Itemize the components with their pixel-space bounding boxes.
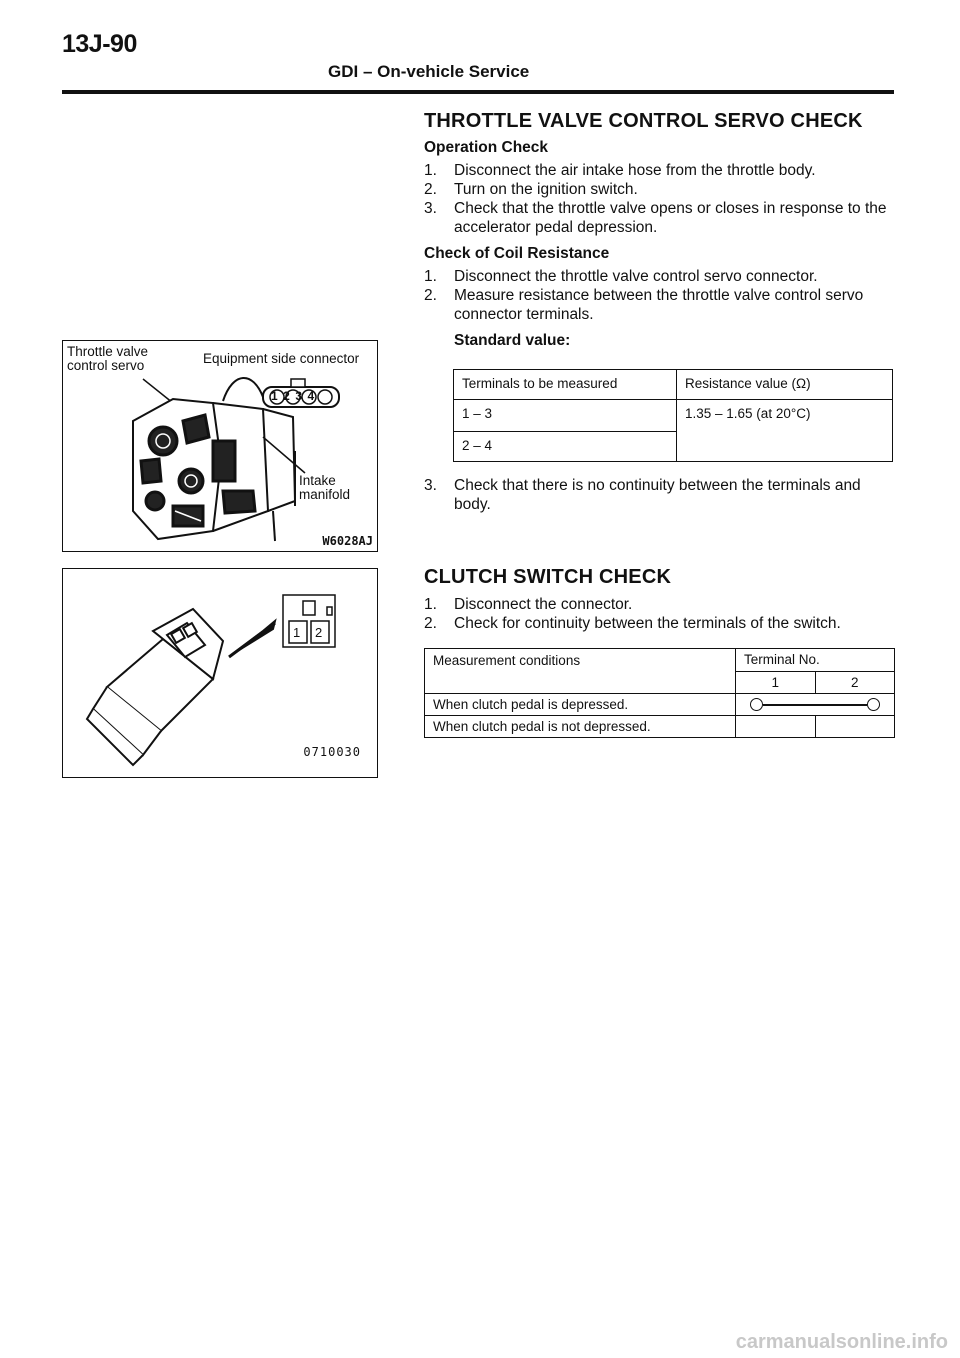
table-header-conditions: Measurement conditions [425,649,736,694]
intake-label-line2: manifold [299,487,351,502]
coil-step [424,267,898,286]
watermark: carmanualsonline.info [735,1331,948,1353]
clutch-section [424,566,898,633]
coil-step [424,286,898,324]
clutch-step [424,614,898,633]
servo-label-line2: control servo [67,358,145,373]
clutch-steps [424,595,898,633]
step-text: Check for continuity between the terminals of the switch. [454,615,841,632]
throttle-title: THROTTLE VALVE CONTROL SERVO CHECK [424,110,863,132]
table-header-terminals: Terminals to be measured [454,370,677,400]
coil-steps [424,267,898,324]
section-title: GDI – On-vehicle Service [328,62,530,81]
step-number: 3. [424,200,437,217]
intake-label [299,474,350,502]
clutch-switch-figure [62,568,378,778]
standard-value-label: Standard value: [454,332,571,349]
step-text: Turn on the ignition switch. [454,181,638,198]
step-number: 1. [424,596,437,613]
coil-resistance-title: Check of Coil Resistance [424,245,610,262]
page-number: 13J-90 [62,30,137,58]
figure2-code: 0710030 [303,745,361,759]
table-cell-empty [736,716,816,738]
step-text: Disconnect the connector. [454,596,633,613]
table-row [425,649,895,672]
clutch-pin-1: 1 [293,625,301,640]
connector-label: Equipment side connector [203,351,360,366]
table-cell-terminals: 1 – 3 [454,400,677,432]
operation-steps [424,161,898,237]
continuity-mark [744,697,886,711]
step-number: 2. [424,287,437,304]
table-cell-terminals: 2 – 4 [454,432,677,462]
table-cell-empty [815,716,895,738]
table-row [425,716,895,738]
table-header-terminal-2: 2 [815,672,895,694]
continuity-terminal-2-icon [867,698,880,711]
operation-step [424,161,898,180]
step-number: 1. [424,268,437,285]
figure1-code: W6028AJ [322,534,373,548]
step-text: Measure resistance between the throttle valve control servo connector terminals. [454,287,864,323]
table-header-terminal-1: 1 [736,672,816,694]
servo-label-line1: Throttle valve [67,344,149,359]
throttle-section [424,110,898,350]
intake-label-line1: Intake [299,473,336,488]
table-header-resistance: Resistance value (Ω) [677,370,893,400]
coil-step [424,476,898,514]
table-cell-condition: When clutch pedal is not depressed. [425,716,736,738]
continuity-line [763,704,867,706]
table-cell-resistance: 1.35 – 1.65 (at 20°C) [677,400,893,462]
operation-step [424,180,898,199]
clutch-pin-2: 2 [315,625,323,640]
step-text: Check that there is no continuity between the terminals and body. [454,477,861,513]
resistance-table [453,369,893,462]
step-text: Disconnect the air intake hose from the throttle body. [454,162,816,179]
table-header-terminal-no: Terminal No. [736,649,895,672]
step-text: Disconnect the throttle valve control servo connector. [454,268,818,285]
continuity-terminal-1-icon [750,698,763,711]
operation-check-title: Operation Check [424,139,549,156]
table-row [425,694,895,716]
step-number: 1. [424,162,437,179]
step-number: 2. [424,615,437,632]
servo-illustration [63,341,377,551]
throttle-step-3 [424,476,898,514]
step-text: Check that the throttle valve opens or closes in response to the accelerator pedal depression. [454,200,887,236]
continuity-table [424,648,895,738]
table-row [454,400,893,432]
clutch-title: CLUTCH SWITCH CHECK [424,566,672,588]
clutch-step [424,595,898,614]
connector-pins: 1234 [271,389,320,403]
throttle-servo-figure [62,340,378,552]
step-number: 3. [424,477,437,494]
table-row [454,370,893,400]
continuity-cell [736,694,895,716]
header-rule [62,90,894,94]
operation-step [424,199,898,237]
table-cell-condition: When clutch pedal is depressed. [425,694,736,716]
step-number: 2. [424,181,437,198]
